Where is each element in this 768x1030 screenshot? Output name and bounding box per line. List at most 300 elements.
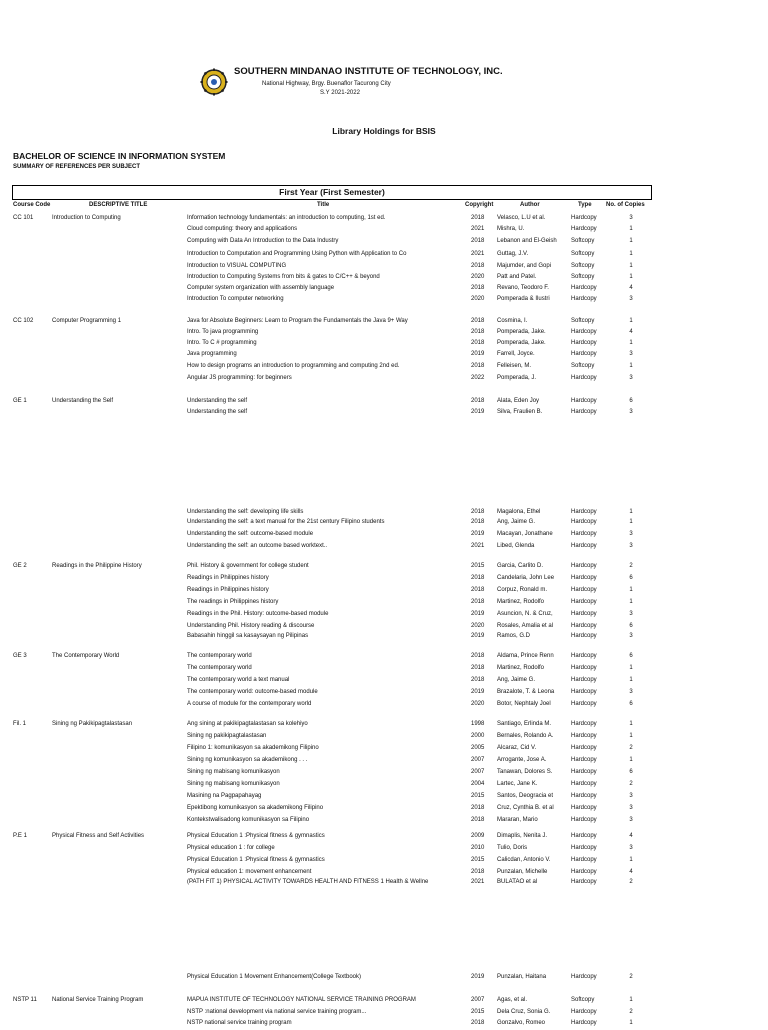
- cell-author: Asuncion, N. & Cruz,: [497, 611, 553, 617]
- cell-title: (PATH FIT 1) PHYSICAL ACTIVITY TOWARDS HEALTH AND FITNESS 1 Health & Wellne: [187, 879, 429, 885]
- cell-copies: 3: [629, 215, 633, 221]
- table-row: [0, 720, 768, 731]
- cell-type: Hardcopy: [571, 793, 597, 799]
- cell-type: Hardcopy: [571, 633, 597, 639]
- cell-year: 2018: [471, 238, 485, 244]
- cell-year: 2018: [471, 817, 485, 823]
- cell-copies: 1: [629, 587, 633, 593]
- cell-type: Hardcopy: [571, 769, 597, 775]
- cell-year: 2020: [471, 296, 485, 302]
- cell-type: Hardcopy: [571, 879, 597, 885]
- cell-title: Java for Absolute Beginners: Learn to Program the Fundamentals the Java 9+ Way: [187, 318, 408, 324]
- cell-title: Masining na Pagpapahayag: [187, 793, 262, 799]
- cell-copies: 2: [629, 781, 633, 787]
- cell-author: Macayan, Jonathane: [497, 531, 553, 537]
- cell-author: Punzalan, Haitana: [497, 974, 547, 980]
- cell-year: 2018: [471, 587, 485, 593]
- cell-type: Hardcopy: [571, 1009, 597, 1015]
- cell-type: Hardcopy: [571, 398, 597, 404]
- cell-year: 2018: [471, 575, 485, 581]
- cell-year: 2018: [471, 263, 485, 269]
- cell-author: Patt and Patel.: [497, 274, 537, 280]
- table-row: [0, 542, 768, 553]
- cell-copies: 1: [629, 757, 633, 763]
- cell-year: 2018: [471, 1020, 485, 1026]
- cell-title: The contemporary world: outcome-based module: [187, 689, 318, 695]
- cell-author: Felleisen, M.: [497, 363, 532, 369]
- cell-copies: 1: [629, 263, 633, 269]
- cell-year: 2005: [471, 745, 485, 751]
- cell-type: Hardcopy: [571, 974, 597, 980]
- table-row: [0, 225, 768, 236]
- cell-copies: 2: [629, 745, 633, 751]
- cell-desc: Computer Programming 1: [52, 318, 122, 324]
- cell-type: Softcopy: [571, 238, 595, 244]
- cell-year: 2021: [471, 226, 485, 232]
- cell-year: 2015: [471, 1009, 485, 1015]
- cell-year: 2019: [471, 351, 485, 357]
- cell-title: The contemporary world: [187, 653, 252, 659]
- table-row: [0, 700, 768, 711]
- cell-title: Information technology fundamentals: an introduction to computing, 1st ed.: [187, 215, 386, 221]
- cell-title: Angular JS programming: for beginners: [187, 375, 292, 381]
- cell-year: 2022: [471, 375, 485, 381]
- cell-copies: 3: [629, 351, 633, 357]
- cell-author: Calicdan, Antonio V.: [497, 857, 551, 863]
- cell-code: GE 2: [13, 563, 27, 569]
- cell-code: GE 3: [13, 653, 27, 659]
- table-row: [0, 664, 768, 675]
- cell-type: Softcopy: [571, 274, 595, 280]
- table-row: [0, 732, 768, 743]
- cell-author: Alcaraz, Cid V.: [497, 745, 537, 751]
- cell-author: Majumder, and Gopi: [497, 263, 552, 269]
- cell-copies: 6: [629, 398, 633, 404]
- cell-year: 2020: [471, 701, 485, 707]
- cell-author: Bernales, Rolando A.: [497, 733, 554, 739]
- cell-title: Sining ng mabisang komunikasyon: [187, 769, 280, 775]
- cell-year: 2004: [471, 781, 485, 787]
- cell-title: Understanding the self: developing life skills: [187, 509, 304, 515]
- cell-type: Softcopy: [571, 251, 595, 257]
- cell-year: 2019: [471, 611, 485, 617]
- cell-copies: 1: [629, 733, 633, 739]
- cell-author: Mishra, U.: [497, 226, 525, 232]
- cell-copies: 1: [629, 599, 633, 605]
- cell-author: Magalona, Ethel: [497, 509, 541, 515]
- cell-author: Aldama, Prince Renn: [497, 653, 554, 659]
- table-row: [0, 676, 768, 687]
- cell-copies: 4: [629, 285, 633, 291]
- table-row: [0, 214, 768, 225]
- cell-code: Fil. 1: [13, 721, 27, 727]
- cell-year: 2018: [471, 318, 485, 324]
- cell-copies: 6: [629, 701, 633, 707]
- cell-desc: Sining ng Pakikipagtalastasan: [52, 721, 133, 727]
- cell-title: Readings in Philippines history: [187, 575, 269, 581]
- cell-copies: 1: [629, 340, 633, 346]
- cell-copies: 4: [629, 869, 633, 875]
- cell-title: Introduction to Computation and Programming Using Python with Application to Co: [187, 251, 407, 257]
- table-row: [0, 362, 768, 373]
- cell-copies: 1: [629, 997, 633, 1003]
- cell-copies: 1: [629, 677, 633, 683]
- cell-year: 2018: [471, 285, 485, 291]
- cell-type: Hardcopy: [571, 531, 597, 537]
- cell-type: Hardcopy: [571, 721, 597, 727]
- cell-year: 2007: [471, 757, 485, 763]
- cell-title: Computer system organization with assembly language: [187, 285, 335, 291]
- cell-author: Rosales, Amalia et al: [497, 623, 554, 629]
- cell-author: Guttag, J.V.: [497, 251, 529, 257]
- cell-year: 2018: [471, 805, 485, 811]
- cell-title: Readings in the Phil. History: outcome-based module: [187, 611, 329, 617]
- cell-code: CC 102: [13, 318, 34, 324]
- table-row: [0, 295, 768, 306]
- table-row: [0, 973, 768, 984]
- table-row: [0, 878, 768, 889]
- cell-year: 2015: [471, 563, 485, 569]
- table-row: [0, 780, 768, 791]
- cell-title: The contemporary world a text manual: [187, 677, 290, 683]
- cell-title: Understanding the self: [187, 398, 248, 404]
- cell-author: Ang, Jaime G.: [497, 677, 536, 683]
- cell-author: Corpuz, Ronald m.: [497, 587, 548, 593]
- cell-copies: 4: [629, 833, 633, 839]
- cell-title: Physical Education 1 :Physical fitness & gymnastics: [187, 833, 325, 839]
- cell-copies: 3: [629, 375, 633, 381]
- cell-type: Hardcopy: [571, 845, 597, 851]
- semester-header: First Year (First Semester): [12, 185, 652, 200]
- cell-type: Softcopy: [571, 363, 595, 369]
- table-row: [0, 856, 768, 867]
- cell-author: Martinez, Rodolfo: [497, 665, 545, 671]
- cell-author: Tanawan, Dolores S.: [497, 769, 553, 775]
- cell-copies: 2: [629, 879, 633, 885]
- cell-copies: 3: [629, 296, 633, 302]
- cell-title: Physical Education 1 Movement Enhancement(College Textbook): [187, 974, 361, 980]
- cell-type: Hardcopy: [571, 833, 597, 839]
- cell-desc: Readings in the Philippine History: [52, 563, 142, 569]
- cell-author: Brazalote, T. & Leona: [497, 689, 555, 695]
- cell-year: 2007: [471, 997, 485, 1003]
- cell-type: Hardcopy: [571, 653, 597, 659]
- cell-title: A course of module for the contemporary world: [187, 701, 312, 707]
- institution-name: SOUTHERN MINDANAO INSTITUTE OF TECHNOLOGY, INC.: [234, 66, 503, 77]
- cell-copies: 2: [629, 563, 633, 569]
- table-row: [0, 408, 768, 419]
- cell-copies: 3: [629, 543, 633, 549]
- cell-type: Hardcopy: [571, 599, 597, 605]
- cell-code: CC 101: [13, 215, 34, 221]
- cell-type: Hardcopy: [571, 611, 597, 617]
- table-row: [0, 237, 768, 248]
- cell-desc: Introduction to Computing: [52, 215, 121, 221]
- cell-title: Understanding the self: a text manual for the 21st century Filipino students: [187, 519, 385, 525]
- cell-title: Understanding the self: outcome-based module: [187, 531, 314, 537]
- cell-year: 2009: [471, 833, 485, 839]
- cell-type: Hardcopy: [571, 1020, 597, 1026]
- cell-year: 2015: [471, 793, 485, 799]
- cell-copies: 1: [629, 509, 633, 515]
- table-row: [0, 688, 768, 699]
- cell-title: Intro. To C # programming: [187, 340, 257, 346]
- cell-copies: 3: [629, 689, 633, 695]
- cell-title: Sining ng mabisang komunikasyon: [187, 781, 280, 787]
- cell-copies: 1: [629, 1020, 633, 1026]
- table-row: [0, 350, 768, 361]
- cell-author: Velasco, L.U et al.: [497, 215, 546, 221]
- cell-title: The contemporary world: [187, 665, 252, 671]
- cell-copies: 3: [629, 793, 633, 799]
- cell-year: 2018: [471, 363, 485, 369]
- table-row: [0, 598, 768, 609]
- cell-title: Phil. History & government for college student: [187, 563, 309, 569]
- cell-title: Filipino 1: komunikasyon sa akademikong Filipino: [187, 745, 319, 751]
- program-subtitle: SUMMARY OF REFERENCES PER SUBJECT: [13, 164, 141, 170]
- cell-type: Hardcopy: [571, 805, 597, 811]
- cell-year: 2021: [471, 879, 485, 885]
- cell-author: Cosmina, I.: [497, 318, 528, 324]
- cell-year: 2020: [471, 623, 485, 629]
- cell-title: NSTP :national development via national service training program...: [187, 1009, 367, 1015]
- table-row: [0, 996, 768, 1007]
- cell-type: Hardcopy: [571, 296, 597, 302]
- cell-copies: 1: [629, 238, 633, 244]
- cell-author: Candelaria, John Lee: [497, 575, 555, 581]
- table-row: [0, 632, 768, 643]
- table-row: [0, 744, 768, 755]
- cell-author: Silva, Fraulien B.: [497, 409, 543, 415]
- column-header-title: Title: [317, 202, 330, 208]
- cell-copies: 6: [629, 575, 633, 581]
- cell-copies: 1: [629, 665, 633, 671]
- table-row: [0, 562, 768, 573]
- cell-title: Physical education 1 : for college: [187, 845, 275, 851]
- cell-title: Computing with Data An Introduction to the Data Industry: [187, 238, 339, 244]
- cell-author: Ang, Jaime G.: [497, 519, 536, 525]
- cell-copies: 6: [629, 653, 633, 659]
- cell-author: Martinez, Rodolfo: [497, 599, 545, 605]
- cell-author: Tulio, Doris: [497, 845, 528, 851]
- cell-year: 2018: [471, 215, 485, 221]
- table-row: [0, 610, 768, 621]
- table-row: [0, 339, 768, 350]
- cell-author: Libed, Glenda: [497, 543, 535, 549]
- cell-type: Softcopy: [571, 318, 595, 324]
- cell-type: Hardcopy: [571, 351, 597, 357]
- table-row: [0, 756, 768, 767]
- cell-title: Intro. To java programming: [187, 329, 259, 335]
- cell-year: 2018: [471, 599, 485, 605]
- cell-type: Softcopy: [571, 263, 595, 269]
- cell-title: Introduction To computer networking: [187, 296, 284, 302]
- column-header-type: Type: [578, 202, 592, 208]
- cell-title: Java programming: [187, 351, 237, 357]
- cell-author: Gonzalvo, Romeo: [497, 1020, 546, 1026]
- cell-copies: 1: [629, 857, 633, 863]
- cell-type: Hardcopy: [571, 509, 597, 515]
- cell-title: NSTP national service training program: [187, 1020, 292, 1026]
- cell-type: Hardcopy: [571, 817, 597, 823]
- cell-type: Softcopy: [571, 997, 595, 1003]
- cell-title: Understanding the self: [187, 409, 248, 415]
- cell-author: Mararan, Mario: [497, 817, 538, 823]
- cell-copies: 4: [629, 329, 633, 335]
- cell-year: 2019: [471, 689, 485, 695]
- cell-type: Hardcopy: [571, 701, 597, 707]
- cell-type: Hardcopy: [571, 409, 597, 415]
- cell-author: Lartec, Jane K.: [497, 781, 538, 787]
- cell-year: 2021: [471, 251, 485, 257]
- cell-title: Understanding Phil. History reading & discourse: [187, 623, 315, 629]
- cell-year: 2000: [471, 733, 485, 739]
- cell-title: Introduction to VISUAL COMPUTING: [187, 263, 287, 269]
- cell-author: Agas, et al.: [497, 997, 528, 1003]
- cell-title: Cloud computing: theory and applications: [187, 226, 298, 232]
- cell-type: Hardcopy: [571, 226, 597, 232]
- cell-title: Epektibong komunikasyon sa akademikong Filipino: [187, 805, 324, 811]
- cell-title: Physical education 1: movement enhancement: [187, 869, 312, 875]
- column-header-copies: No. of Copies: [606, 202, 645, 208]
- cell-type: Hardcopy: [571, 285, 597, 291]
- cell-type: Hardcopy: [571, 677, 597, 683]
- cell-copies: 1: [629, 226, 633, 232]
- school-year: S.Y 2021-2022: [320, 90, 360, 96]
- cell-author: Garcia, Carlito D.: [497, 563, 544, 569]
- cell-type: Hardcopy: [571, 375, 597, 381]
- column-header-course-code: Course Code: [13, 202, 51, 208]
- cell-year: 2019: [471, 974, 485, 980]
- cell-type: Hardcopy: [571, 733, 597, 739]
- cell-year: 2018: [471, 509, 485, 515]
- cell-year: 2018: [471, 340, 485, 346]
- cell-year: 2007: [471, 769, 485, 775]
- cell-type: Hardcopy: [571, 857, 597, 863]
- cell-author: Pomperada, Jake.: [497, 329, 546, 335]
- cell-copies: 3: [629, 633, 633, 639]
- cell-type: Hardcopy: [571, 869, 597, 875]
- cell-year: 2018: [471, 519, 485, 525]
- cell-author: Farrell, Joyce.: [497, 351, 535, 357]
- cell-author: Dimaplis, Nenita J.: [497, 833, 548, 839]
- cell-author: Cruz, Cynthia B. et al: [497, 805, 554, 811]
- institution-address: National Highway, Brgy. Buenaflor Tacurong City: [262, 81, 391, 87]
- cell-copies: 1: [629, 318, 633, 324]
- cell-type: Hardcopy: [571, 519, 597, 525]
- cell-copies: 6: [629, 769, 633, 775]
- cell-copies: 1: [629, 721, 633, 727]
- cell-year: 2019: [471, 633, 485, 639]
- table-row: [0, 530, 768, 541]
- cell-type: Hardcopy: [571, 563, 597, 569]
- cell-type: Hardcopy: [571, 781, 597, 787]
- column-header-descriptive-title: DESCRIPTIVE TITLE: [89, 202, 148, 208]
- cell-title: Ang sining at pakikipagtalastasan sa kolehiyo: [187, 721, 308, 727]
- program-title: BACHELOR OF SCIENCE IN INFORMATION SYSTEM: [13, 151, 226, 161]
- cell-author: Lebanon and El-Geish: [497, 238, 557, 244]
- cell-copies: 2: [629, 1009, 633, 1015]
- cell-title: Sining ng pakikipagtalastasan: [187, 733, 267, 739]
- cell-copies: 3: [629, 611, 633, 617]
- cell-year: 2019: [471, 531, 485, 537]
- cell-author: BULATAO et al: [497, 879, 538, 885]
- cell-year: 2018: [471, 665, 485, 671]
- table-row: [0, 328, 768, 339]
- cell-year: 2018: [471, 329, 485, 335]
- cell-author: Dela Cruz, Sonia G.: [497, 1009, 551, 1015]
- table-row: [0, 844, 768, 855]
- cell-author: Ramos, G.D: [497, 633, 531, 639]
- cell-title: Sining ng komunikasyon sa akademikong . . .: [187, 757, 308, 763]
- cell-year: 2010: [471, 845, 485, 851]
- table-row: [0, 317, 768, 328]
- cell-copies: 3: [629, 845, 633, 851]
- school-seal-logo: [200, 68, 228, 96]
- table-row: [0, 518, 768, 529]
- cell-author: Santiago, Erlinda M.: [497, 721, 552, 727]
- cell-title: Introduction to Computing Systems from bits & gates to C/C++ & beyond: [187, 274, 380, 280]
- column-header-author: Author: [520, 202, 540, 208]
- cell-code: NSTP 11: [13, 997, 37, 1003]
- cell-year: 2020: [471, 274, 485, 280]
- cell-year: 2018: [471, 869, 485, 875]
- cell-copies: 1: [629, 251, 633, 257]
- cell-code: P.E 1: [13, 833, 27, 839]
- table-row: [0, 768, 768, 779]
- cell-type: Hardcopy: [571, 665, 597, 671]
- cell-copies: 3: [629, 805, 633, 811]
- table-row: [0, 1019, 768, 1030]
- table-row: [0, 586, 768, 597]
- cell-year: 2015: [471, 857, 485, 863]
- cell-type: Hardcopy: [571, 215, 597, 221]
- cell-type: Hardcopy: [571, 543, 597, 549]
- cell-code: GE 1: [13, 398, 27, 404]
- cell-desc: Physical Fitness and Self Activities: [52, 833, 145, 839]
- cell-title: Physical Education 1 :Physical fitness & gymnastics: [187, 857, 325, 863]
- cell-copies: 1: [629, 274, 633, 280]
- table-row: [0, 262, 768, 273]
- table-row: [0, 374, 768, 385]
- cell-author: Arrogante, Jose A.: [497, 757, 547, 763]
- cell-copies: 6: [629, 623, 633, 629]
- cell-copies: 3: [629, 409, 633, 415]
- cell-type: Hardcopy: [571, 623, 597, 629]
- cell-type: Hardcopy: [571, 329, 597, 335]
- table-row: [0, 816, 768, 827]
- cell-author: Punzalan, Michelle: [497, 869, 548, 875]
- cell-author: Santos, Deogracia et: [497, 793, 554, 799]
- document-title: Library Holdings for BSIS: [332, 126, 436, 136]
- cell-title: Understanding the self: an outcome based worktext..: [187, 543, 328, 549]
- cell-type: Hardcopy: [571, 757, 597, 763]
- cell-year: 1998: [471, 721, 485, 727]
- table-row: [0, 804, 768, 815]
- cell-desc: National Service Training Program: [52, 997, 144, 1003]
- cell-type: Hardcopy: [571, 689, 597, 695]
- cell-title: Kontekstwalisadong komunikasyon sa Filipino: [187, 817, 310, 823]
- cell-author: Pomperada, Jake.: [497, 340, 546, 346]
- cell-author: Pomperada & Ilustri: [497, 296, 550, 302]
- cell-type: Hardcopy: [571, 340, 597, 346]
- cell-title: The readings in Philippines history: [187, 599, 279, 605]
- cell-desc: Understanding the Self: [52, 398, 114, 404]
- table-row: [0, 250, 768, 261]
- table-row: [0, 273, 768, 284]
- cell-copies: 3: [629, 817, 633, 823]
- cell-year: 2018: [471, 398, 485, 404]
